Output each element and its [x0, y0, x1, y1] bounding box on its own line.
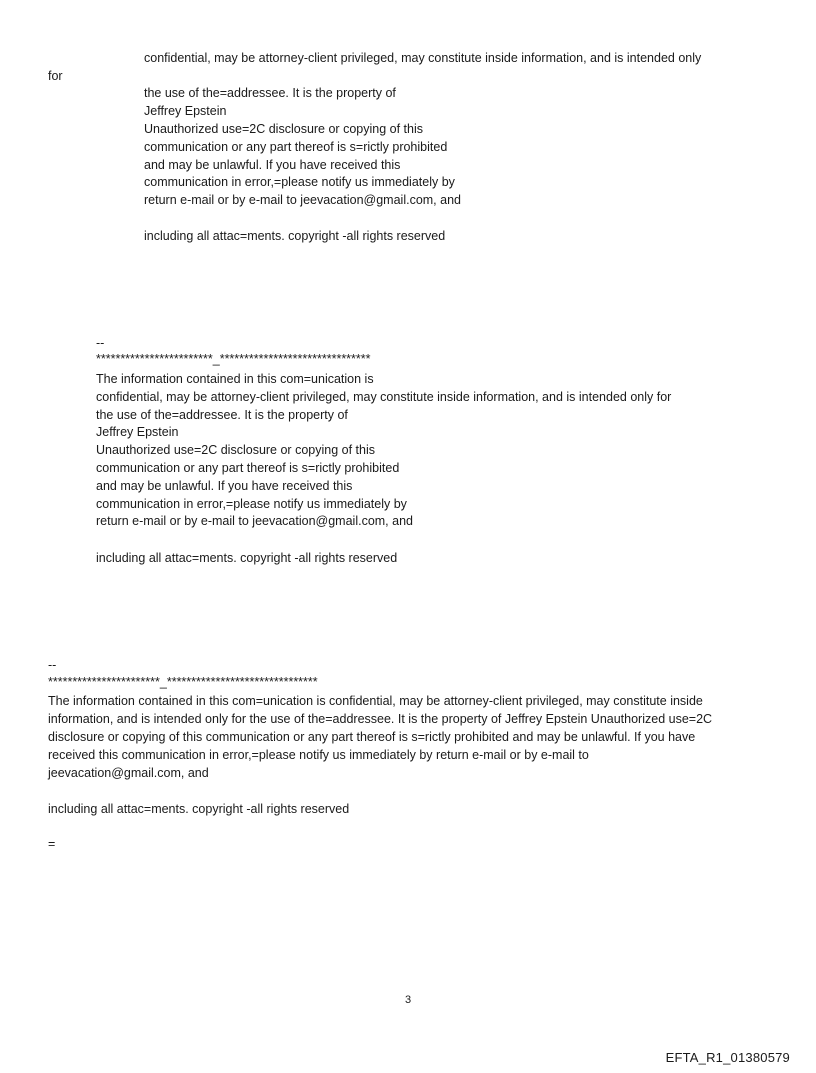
- block2-separator-stars: ************************_*******************************: [96, 352, 371, 366]
- block2-line: the use of the=addressee. It is the property of: [96, 408, 348, 422]
- block3-separator-stars: ***********************_*******************************: [48, 675, 318, 689]
- block1-line: for: [48, 69, 63, 83]
- block3-line: information, and is intended only for the use of the=addressee. It is the property of Jeffrey Epstein Unauthorized use=2C: [48, 712, 713, 726]
- block2-line: and may be unlawful. If you have received this: [96, 479, 353, 493]
- block3-trailing-equals: =: [48, 837, 56, 851]
- block2-line: Jeffrey Epstein: [96, 425, 179, 439]
- block2-line: Unauthorized use=2C disclosure or copying of this: [96, 443, 375, 457]
- block3-line: including all attac=ments. copyright -all rights reserved: [48, 802, 350, 816]
- block2-line: confidential, may be attorney-client privileged, may constitute inside information, and is intended only for: [96, 390, 672, 404]
- block2-line: The information contained in this com=unication is: [96, 372, 374, 386]
- block3-separator-dashes: --: [48, 658, 57, 672]
- block3-line: The information contained in this com=unication is confidential, may be attorney-client privileged, may constitute inside: [48, 694, 703, 708]
- page-number: 3: [404, 994, 412, 1006]
- block1-line: communication or any part thereof is s=rictly prohibited: [144, 140, 448, 154]
- block1-line: Unauthorized use=2C disclosure or copying of this: [144, 122, 423, 136]
- block2-separator-dashes: --: [96, 336, 105, 350]
- block1-line: and may be unlawful. If you have received this: [144, 158, 401, 172]
- document-id: EFTA_R1_01380579: [665, 1050, 790, 1065]
- block1-line: return e-mail or by e-mail to jeevacation@gmail.com, and: [144, 193, 461, 207]
- block2-line: communication in error,=please notify us immediately by: [96, 497, 407, 511]
- block1-line: communication in error,=please notify us immediately by: [144, 175, 455, 189]
- block1-line: including all attac=ments. copyright -all rights reserved: [144, 229, 446, 243]
- block3-line: received this communication in error,=please notify us immediately by return e-mail or by e-mail to: [48, 748, 589, 762]
- block1-line: confidential, may be attorney-client privileged, may constitute inside information, and is intended only: [144, 51, 702, 65]
- block1-line: the use of the=addressee. It is the property of: [144, 86, 396, 100]
- block3-line: jeevacation@gmail.com, and: [48, 766, 209, 780]
- block2-line: communication or any part thereof is s=rictly prohibited: [96, 461, 400, 475]
- block1-line: Jeffrey Epstein: [144, 104, 227, 118]
- block2-line: return e-mail or by e-mail to jeevacation@gmail.com, and: [96, 514, 413, 528]
- block3-line: disclosure or copying of this communication or any part thereof is s=rictly prohibited and may be unlawful. If you have: [48, 730, 696, 744]
- block2-line: including all attac=ments. copyright -all rights reserved: [96, 551, 398, 565]
